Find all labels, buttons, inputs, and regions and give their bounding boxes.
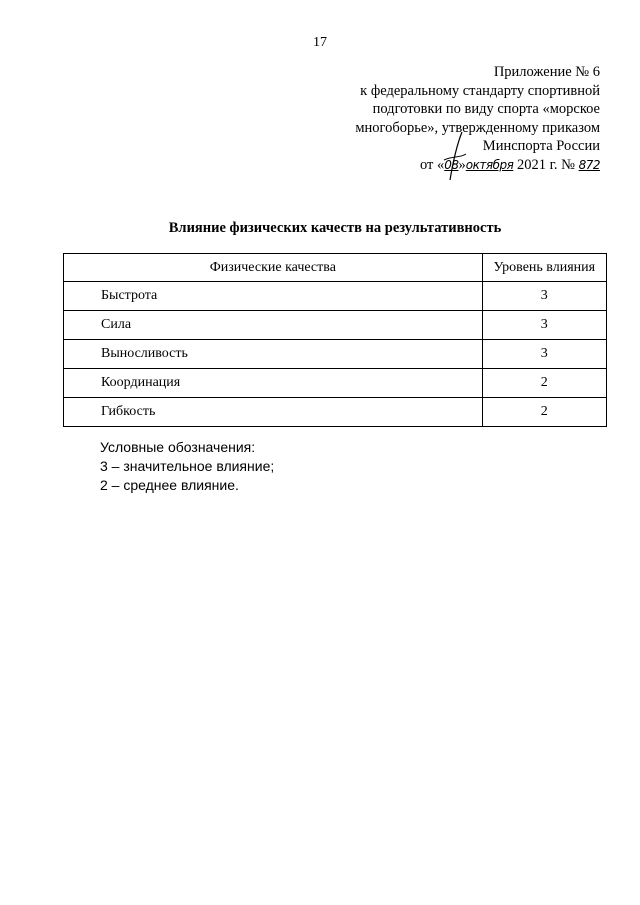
table-header-row — [64, 254, 607, 282]
table-row — [64, 369, 607, 398]
handwritten-order-number: 872 — [578, 157, 600, 172]
quality-name: Гибкость — [64, 398, 483, 427]
quality-name: Координация — [64, 369, 483, 398]
table-row — [64, 311, 607, 340]
quality-level: 3 — [482, 282, 606, 311]
date-suffix: 2021 г. № — [513, 156, 579, 173]
quality-level: 3 — [482, 311, 606, 340]
appendix-line: подготовки по виду спорта «морское — [372, 101, 600, 117]
legend-item: 3 – значительное влияние; — [100, 458, 275, 474]
table-row — [64, 398, 607, 427]
table-row — [64, 340, 607, 369]
legend-heading: Условные обозначения: — [100, 439, 256, 455]
date-prefix: от « — [419, 156, 445, 173]
header-quality: Физические качества — [64, 254, 483, 282]
quality-level: 2 — [482, 398, 606, 427]
signature-mark — [440, 130, 470, 182]
quality-level: 3 — [482, 340, 606, 369]
quality-name: Быстрота — [64, 282, 483, 311]
header-level: Уровень влияния — [482, 254, 606, 282]
page-number: 17 — [313, 35, 327, 50]
document-title: Влияние физических качеств на результативность — [168, 220, 502, 236]
quality-name: Сила — [64, 311, 483, 340]
appendix-line: многоборье», утвержденному приказом — [355, 119, 600, 136]
handwritten-day: 08 — [444, 157, 459, 172]
appendix-line: к федеральному стандарту спортивной — [360, 82, 600, 99]
legend-item: 2 – среднее влияние. — [100, 477, 239, 493]
date-mid: » — [458, 156, 466, 173]
qualities-table — [63, 253, 607, 427]
quality-level: 2 — [482, 369, 606, 398]
table-row — [64, 282, 607, 311]
handwritten-month: октября — [465, 157, 514, 172]
legend-block — [100, 438, 274, 495]
quality-name: Выносливость — [64, 340, 483, 369]
appendix-line: Минспорта России — [482, 138, 600, 154]
appendix-line: Приложение № 6 — [493, 64, 600, 80]
